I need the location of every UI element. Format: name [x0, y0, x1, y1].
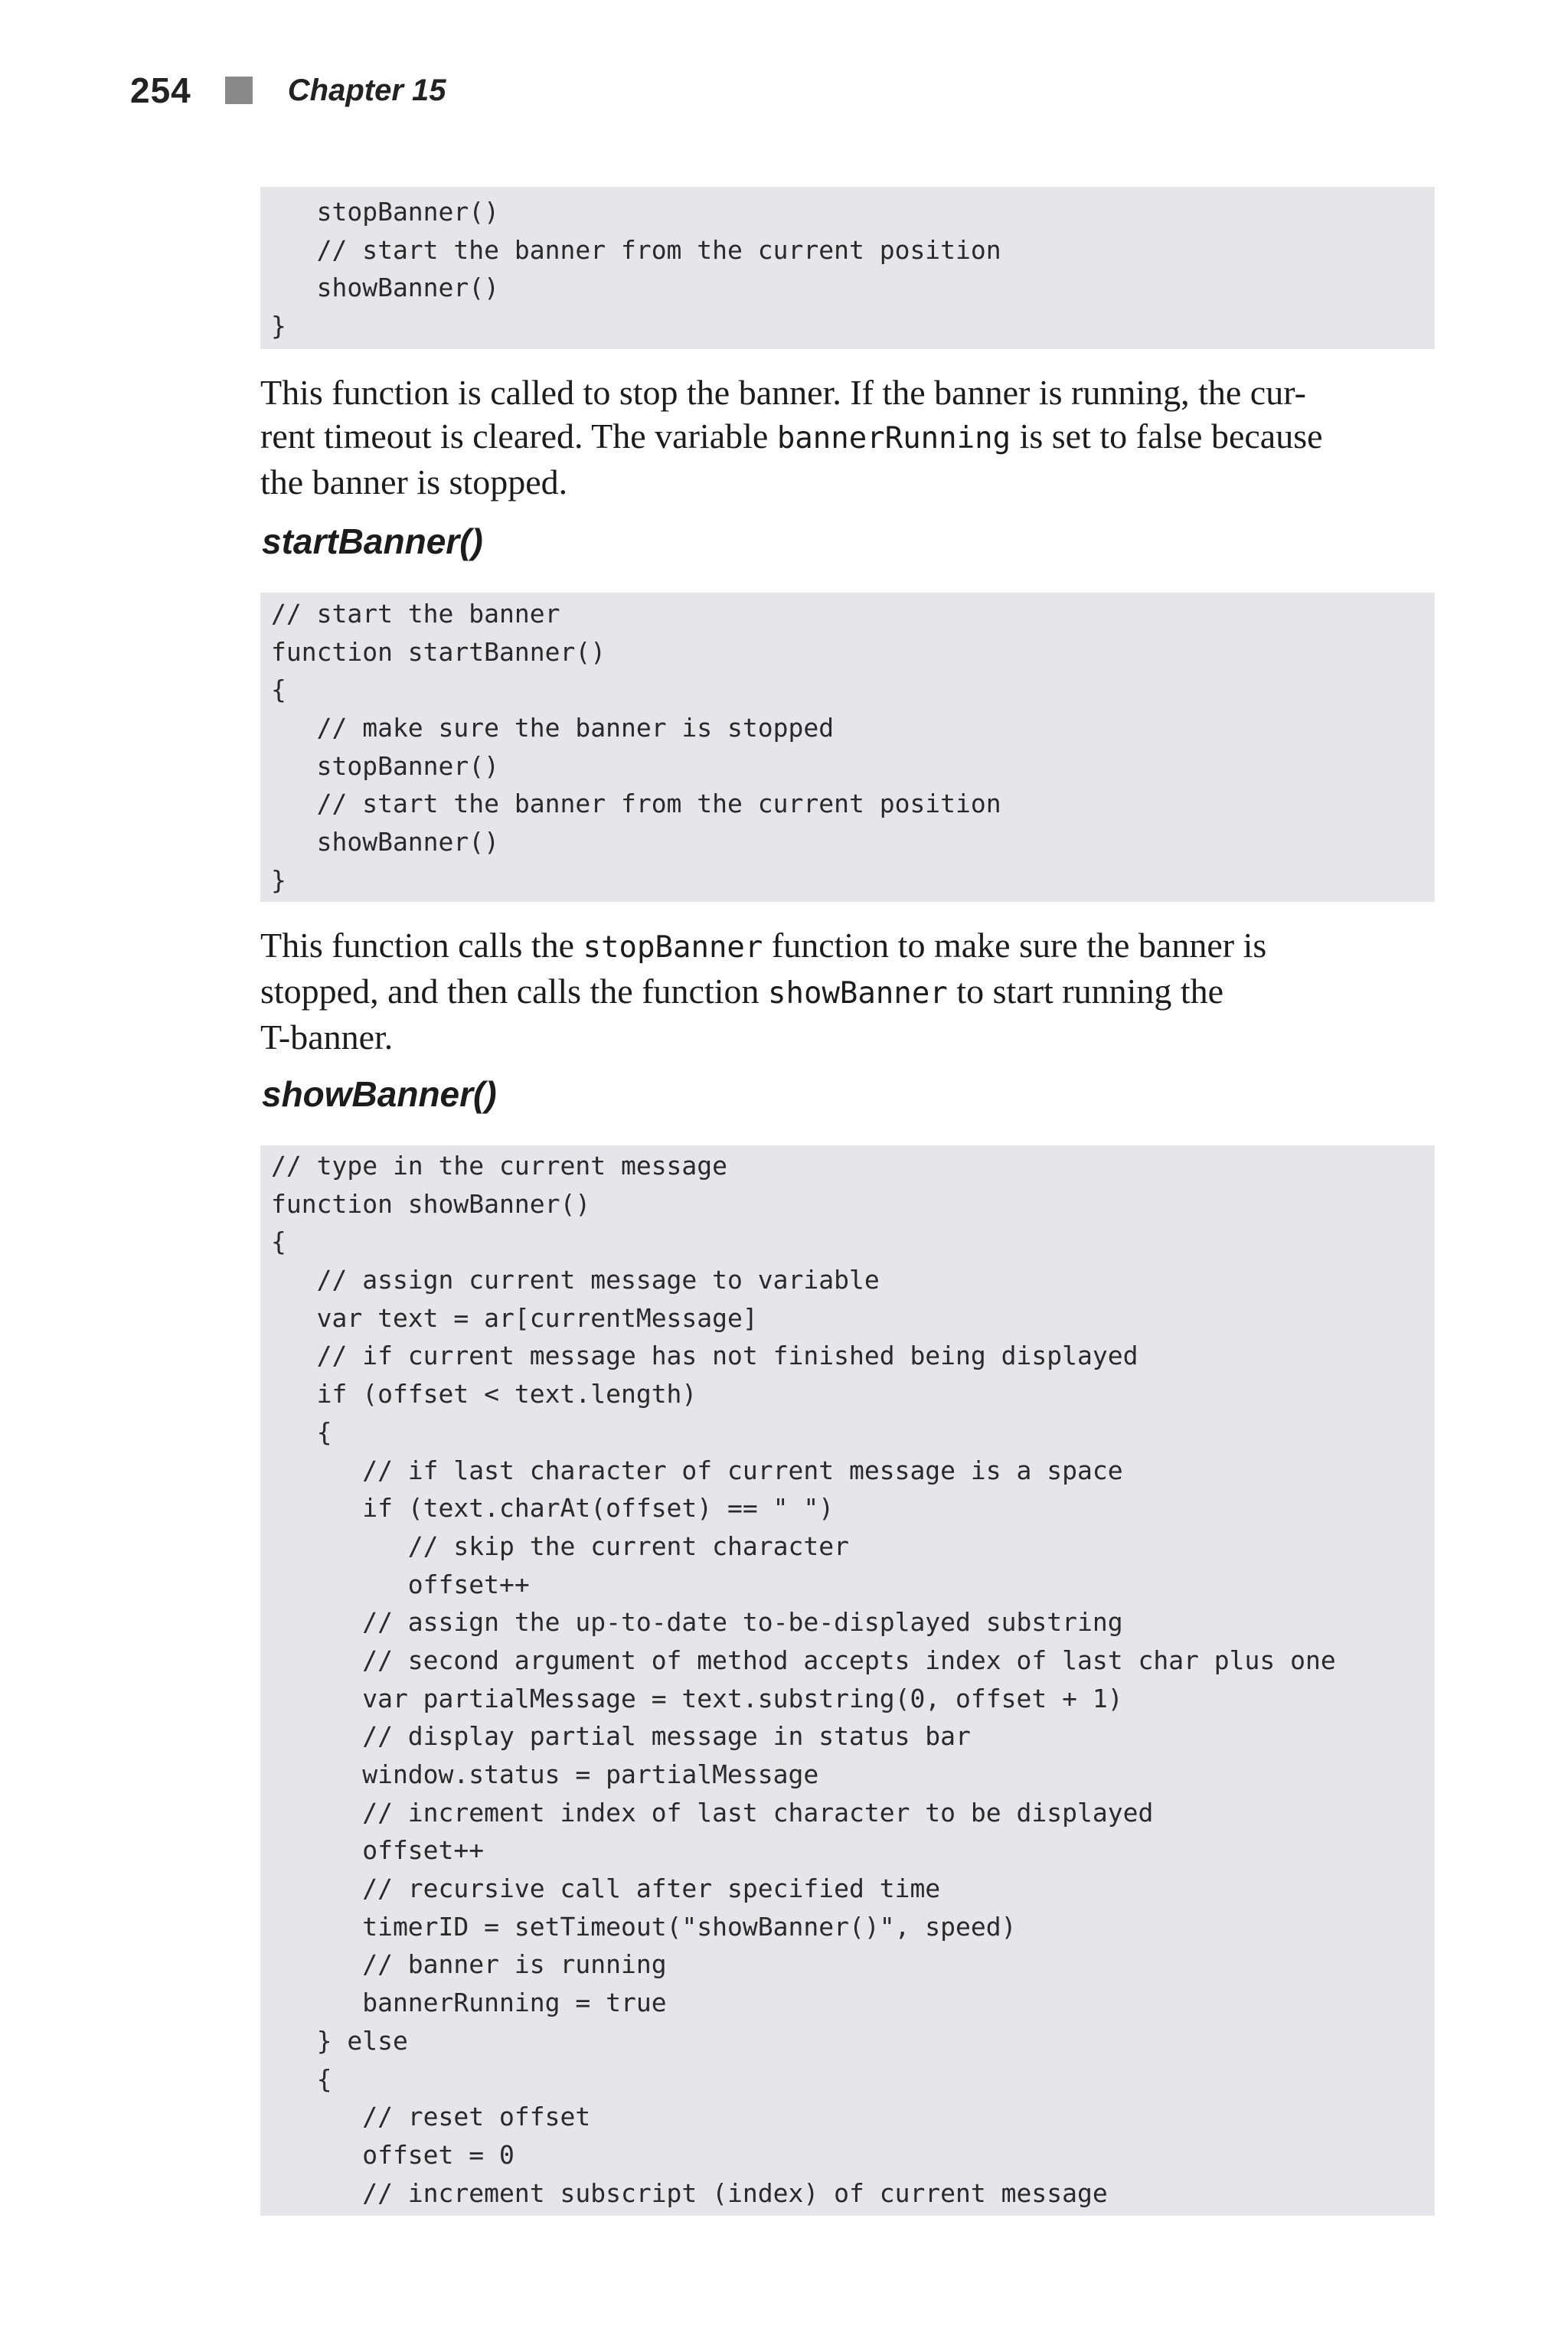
text-run: function to make sure the banner is — [763, 926, 1267, 965]
code-line: // increment subscript (index) of current message — [271, 2177, 1108, 2208]
code-line: } — [271, 311, 286, 341]
code-line: // increment index of last character to be displayed — [271, 1797, 1154, 1828]
code-line: { — [271, 1416, 332, 1447]
square-marker-icon — [225, 77, 253, 104]
paragraph-line: the banner is stopped. — [260, 462, 568, 501]
code-line: bannerRunning = true — [271, 1988, 667, 2018]
paragraph-startbanner-description — [260, 923, 1439, 1059]
code-line: function startBanner() — [271, 636, 606, 667]
code-line: function showBanner() — [271, 1188, 591, 1219]
code-line: // assign the up-to-date to-be-displayed substring — [271, 1607, 1123, 1638]
paragraph-line — [260, 414, 1439, 460]
paragraph-line — [260, 969, 1439, 1015]
paragraph-line — [260, 923, 1439, 969]
code-line: stopBanner() — [271, 197, 500, 227]
text-run: to start running the — [947, 972, 1224, 1011]
code-line: showBanner() — [271, 273, 500, 303]
code-line: // start the banner from the current position — [271, 234, 1001, 265]
code-line: // if current message has not finished being displayed — [271, 1341, 1138, 1371]
code-line: // make sure the banner is stopped — [271, 713, 835, 743]
code-line: offset = 0 — [271, 2139, 514, 2170]
section-heading-showbanner: showBanner() — [262, 1074, 497, 1114]
section-heading-startbanner: startBanner() — [262, 521, 483, 561]
code-line: // type in the current message — [271, 1151, 728, 1181]
paragraph-line: This function is called to stop the banner. If the banner is running, the cur- — [260, 373, 1306, 412]
inline-code: stopBanner — [583, 930, 763, 965]
code-line: var partialMessage = text.substring(0, offset + 1) — [271, 1683, 1123, 1713]
text-run: This function calls the — [260, 926, 583, 965]
code-line: showBanner() — [271, 827, 500, 858]
code-block-startbanner — [260, 593, 1435, 902]
code-line: offset++ — [271, 1835, 485, 1866]
code-line: // assign current message to variable — [271, 1265, 880, 1295]
code-line: } else — [271, 2025, 408, 2056]
code-line: // recursive call after specified time — [271, 1873, 941, 1904]
code-block-showbanner — [260, 1145, 1435, 2216]
code-line: stopBanner() — [271, 750, 500, 781]
inline-code: bannerRunning — [776, 421, 1011, 456]
code-line: // second argument of method accepts index of last char plus one — [271, 1645, 1336, 1675]
running-head — [130, 66, 446, 115]
code-line: var text = ar[currentMessage] — [271, 1302, 758, 1333]
paragraph-stopbanner-description — [260, 371, 1439, 504]
code-line: { — [271, 1227, 286, 1257]
page-number: 254 — [130, 70, 191, 110]
code-line: { — [271, 675, 286, 705]
text-run: rent timeout is cleared. The variable — [260, 416, 777, 456]
code-line: if (text.charAt(offset) == " ") — [271, 1493, 835, 1524]
code-line: // start the banner — [271, 599, 560, 629]
code-block-stopbanner-tail — [260, 187, 1435, 349]
code-line: { — [271, 2063, 332, 2094]
code-line: offset++ — [271, 1569, 530, 1599]
code-line: if (offset < text.length) — [271, 1379, 697, 1410]
code-line: // reset offset — [271, 2102, 591, 2132]
code-line: // banner is running — [271, 1949, 667, 1980]
code-line: // skip the current character — [271, 1530, 849, 1561]
code-line: timerID = setTimeout("showBanner()", speed) — [271, 1911, 1017, 1942]
paragraph-line: T-banner. — [260, 1018, 394, 1057]
text-run: is set to false because — [1011, 416, 1323, 456]
code-line: } — [271, 864, 286, 895]
text-run: stopped, and then calls the function — [260, 972, 769, 1011]
code-line: // display partial message in status bar — [271, 1721, 971, 1752]
code-line: window.status = partialMessage — [271, 1759, 819, 1789]
code-line: // start the banner from the current position — [271, 789, 1001, 819]
chapter-label: Chapter 15 — [287, 73, 446, 107]
inline-code: showBanner — [768, 976, 948, 1011]
code-line: // if last character of current message is a space — [271, 1455, 1123, 1485]
